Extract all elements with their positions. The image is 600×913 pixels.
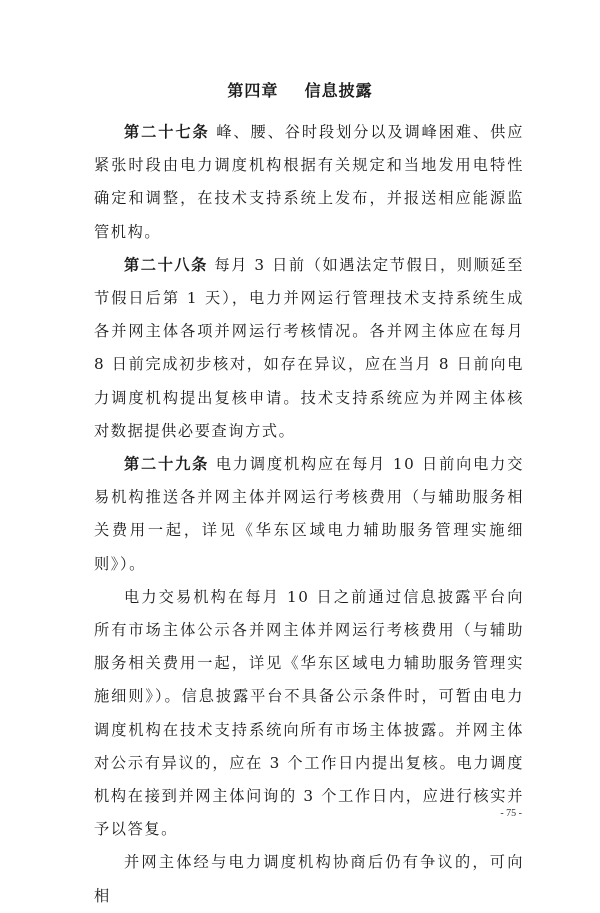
paragraph-text: 电力调度机构应在每月 10 日前向电力交易机构推送各并网主体并网运行考核费用（与辅助服务相关费用一起，详见《华东区域电力辅助服务管理实施细则》）。 <box>94 455 524 573</box>
page-number: - 75 - <box>500 808 522 819</box>
article-label: 第二十九条 <box>124 455 210 474</box>
paragraph-text: 每月 3 日前（如遇法定节假日，则顺延至节假日后第 1 天），电力并网运行管理技术支持系统生成各并网主体各项并网运行考核情况。各并网主体应在每月 8 日前完成初步核对，如存在异议，应在当月 8 日前向电力调度机构提出复核申请。技术支持系统应为并网主体核对数据提供必要查询方式。 <box>94 255 525 440</box>
paragraph-article-29 <box>94 448 524 581</box>
paragraph-text: 并网主体经与电力调度机构协商后仍有争议的，可向相 <box>94 853 524 905</box>
chapter-title: 第四章 信息披露 <box>227 81 373 100</box>
paragraph-text: 电力交易机构在每月 10 日之前通过信息披露平台向所有市场主体公示各并网主体并网运行考核费用（与辅助服务相关费用一起，详见《华东区域电力辅助服务管理实施细则》）。信息披露平台不具备公示条件时，可暂由电力调度机构在技术支持系统向所有市场主体披露。并网主体对公示有异议的，应在 3 个工作日内提出复核。电力调度机构在接到并网主体问询的 3 个工作日内，应进行核实并予以答复。 <box>94 587 524 839</box>
paragraph-article-28 <box>94 249 524 448</box>
paragraph-article-27 <box>94 116 524 249</box>
article-label: 第二十七条 <box>124 123 210 141</box>
article-label: 第二十八条 <box>124 255 208 274</box>
paragraph-disclosure <box>94 581 524 847</box>
paragraph-text: 峰、腰、谷时段划分以及调峰困难、供应紧张时段由电力调度机构根据有关规定和当地发用电特性确定和调整，在技术支持系统上发布，并报送相应能源监管机构。 <box>94 123 524 241</box>
body-text <box>94 116 524 913</box>
paragraph-dispute <box>94 846 524 912</box>
